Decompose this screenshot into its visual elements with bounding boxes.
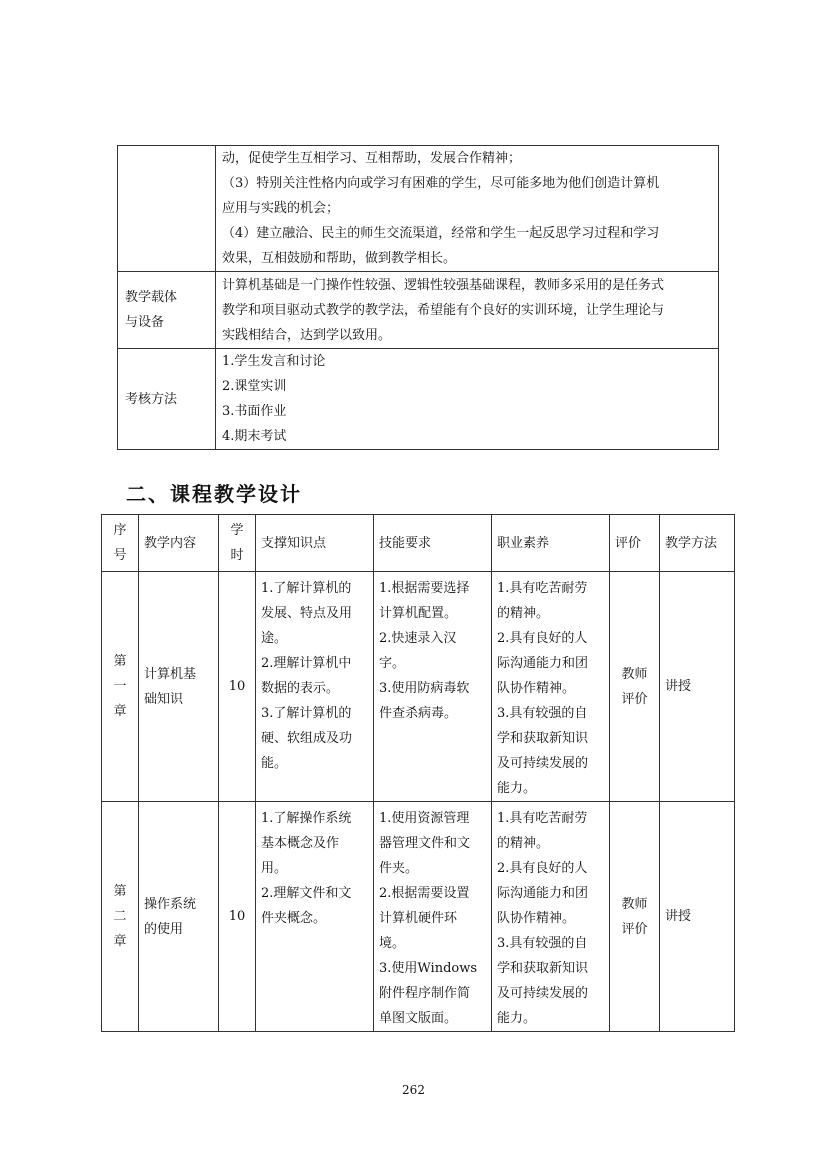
table-row xyxy=(102,572,735,802)
row-content xyxy=(216,272,719,349)
cell-method: 讲授 xyxy=(660,802,735,1032)
cell-seq: 第 二 章 xyxy=(102,802,139,1032)
text-line: 动，促使学生互相学习、互相帮助，发展合作精神； xyxy=(222,151,522,166)
text-line: 实践相结合，达到学以致用。 xyxy=(222,327,392,343)
header-content: 教学内容 xyxy=(139,515,219,572)
table-row xyxy=(102,802,735,1032)
cell-evaluation: 教师 评价 xyxy=(610,572,660,802)
header-row xyxy=(102,515,735,572)
cell-method: 讲授 xyxy=(660,572,735,802)
cell-knowledge: 1.了解操作系统 基本概念及作 用。 2.理解文件和文 件夹概念。 xyxy=(256,802,374,1032)
cell-content: 计算机基 础知识 xyxy=(139,572,219,802)
page-number: 262 xyxy=(402,1083,425,1097)
course-design-table xyxy=(101,514,735,1032)
cell-hours: 10 xyxy=(219,572,256,802)
text-line: 2.课堂实训 xyxy=(222,379,287,394)
header-evaluation: 评价 xyxy=(610,515,660,572)
header-method: 教学方法 xyxy=(660,515,735,572)
row-content xyxy=(216,146,719,272)
cell-knowledge: 1.了解计算机的 发展、特点及用 途。 2.理解计算机中 数据的表示。 3.了解计算机的 硬、软组成及功 能。 xyxy=(256,572,374,802)
cell-evaluation: 教师 评价 xyxy=(610,802,660,1032)
text-line: 3.书面作业 xyxy=(222,404,287,419)
header-quality: 职业素养 xyxy=(492,515,610,572)
row-label: 考核方法 xyxy=(118,349,216,450)
row-label xyxy=(118,146,216,272)
header-skills: 技能要求 xyxy=(374,515,492,572)
cell-skills: 1.根据需要选择 计算机配置。 2.快速录入汉 字。 3.使用防病毒软 件查杀病毒。 xyxy=(374,572,492,802)
header-hours: 学 时 xyxy=(219,515,256,572)
info-table xyxy=(117,145,719,450)
cell-content: 操作系统 的使用 xyxy=(139,802,219,1032)
cell-quality: 1.具有吃苦耐劳 的精神。 2.具有良好的人 际沟通能力和团 队协作精神。 3.具有较强的自 学和获取新知识 及可持续发展的 能力。 xyxy=(492,802,610,1032)
header-knowledge: 支撑知识点 xyxy=(256,515,374,572)
cell-hours: 10 xyxy=(219,802,256,1032)
table-row xyxy=(118,146,719,272)
table-row xyxy=(118,349,719,450)
cell-skills: 1.使用资源管理 器管理文件和文 件夹。 2.根据需要设置 计算机硬件环 境。 3.使用Windows 附件程序制作简 单图文版面。 xyxy=(374,802,492,1032)
text-line: 4.期末考试 xyxy=(222,429,287,444)
text-line: （4）建立融洽、民主的师生交流渠道，经常和学生一起反思学习过程和学习 xyxy=(222,226,660,241)
table-row xyxy=(118,272,719,349)
header-seq: 序 号 xyxy=(102,515,139,572)
text-line: 计算机基础是一门操作性较强、逻辑性较强基础课程，教师多采用的是任务式 xyxy=(222,277,665,293)
text-line: 应用与实践的机会； xyxy=(222,201,340,216)
text-line: （3）特别关注性格内向或学习有困难的学生，尽可能多地为他们创造计算机 xyxy=(222,176,660,191)
text-line: 效果，互相鼓励和帮助，做到教学相长。 xyxy=(222,251,457,266)
section-title: 二、课程教学设计 xyxy=(126,482,302,506)
cell-seq: 第 一 章 xyxy=(102,572,139,802)
text-line: 1.学生发言和讨论 xyxy=(222,354,326,369)
row-label: 教学载体 与设备 xyxy=(118,272,216,349)
text-line: 教学和项目驱动式教学的教学法，希望能有个良好的实训环境，让学生理论与 xyxy=(222,302,665,318)
cell-quality: 1.具有吃苦耐劳 的精神。 2.具有良好的人 际沟通能力和团 队协作精神。 3.具有较强的自 学和获取新知识 及可持续发展的 能力。 xyxy=(492,572,610,802)
row-content xyxy=(216,349,719,450)
